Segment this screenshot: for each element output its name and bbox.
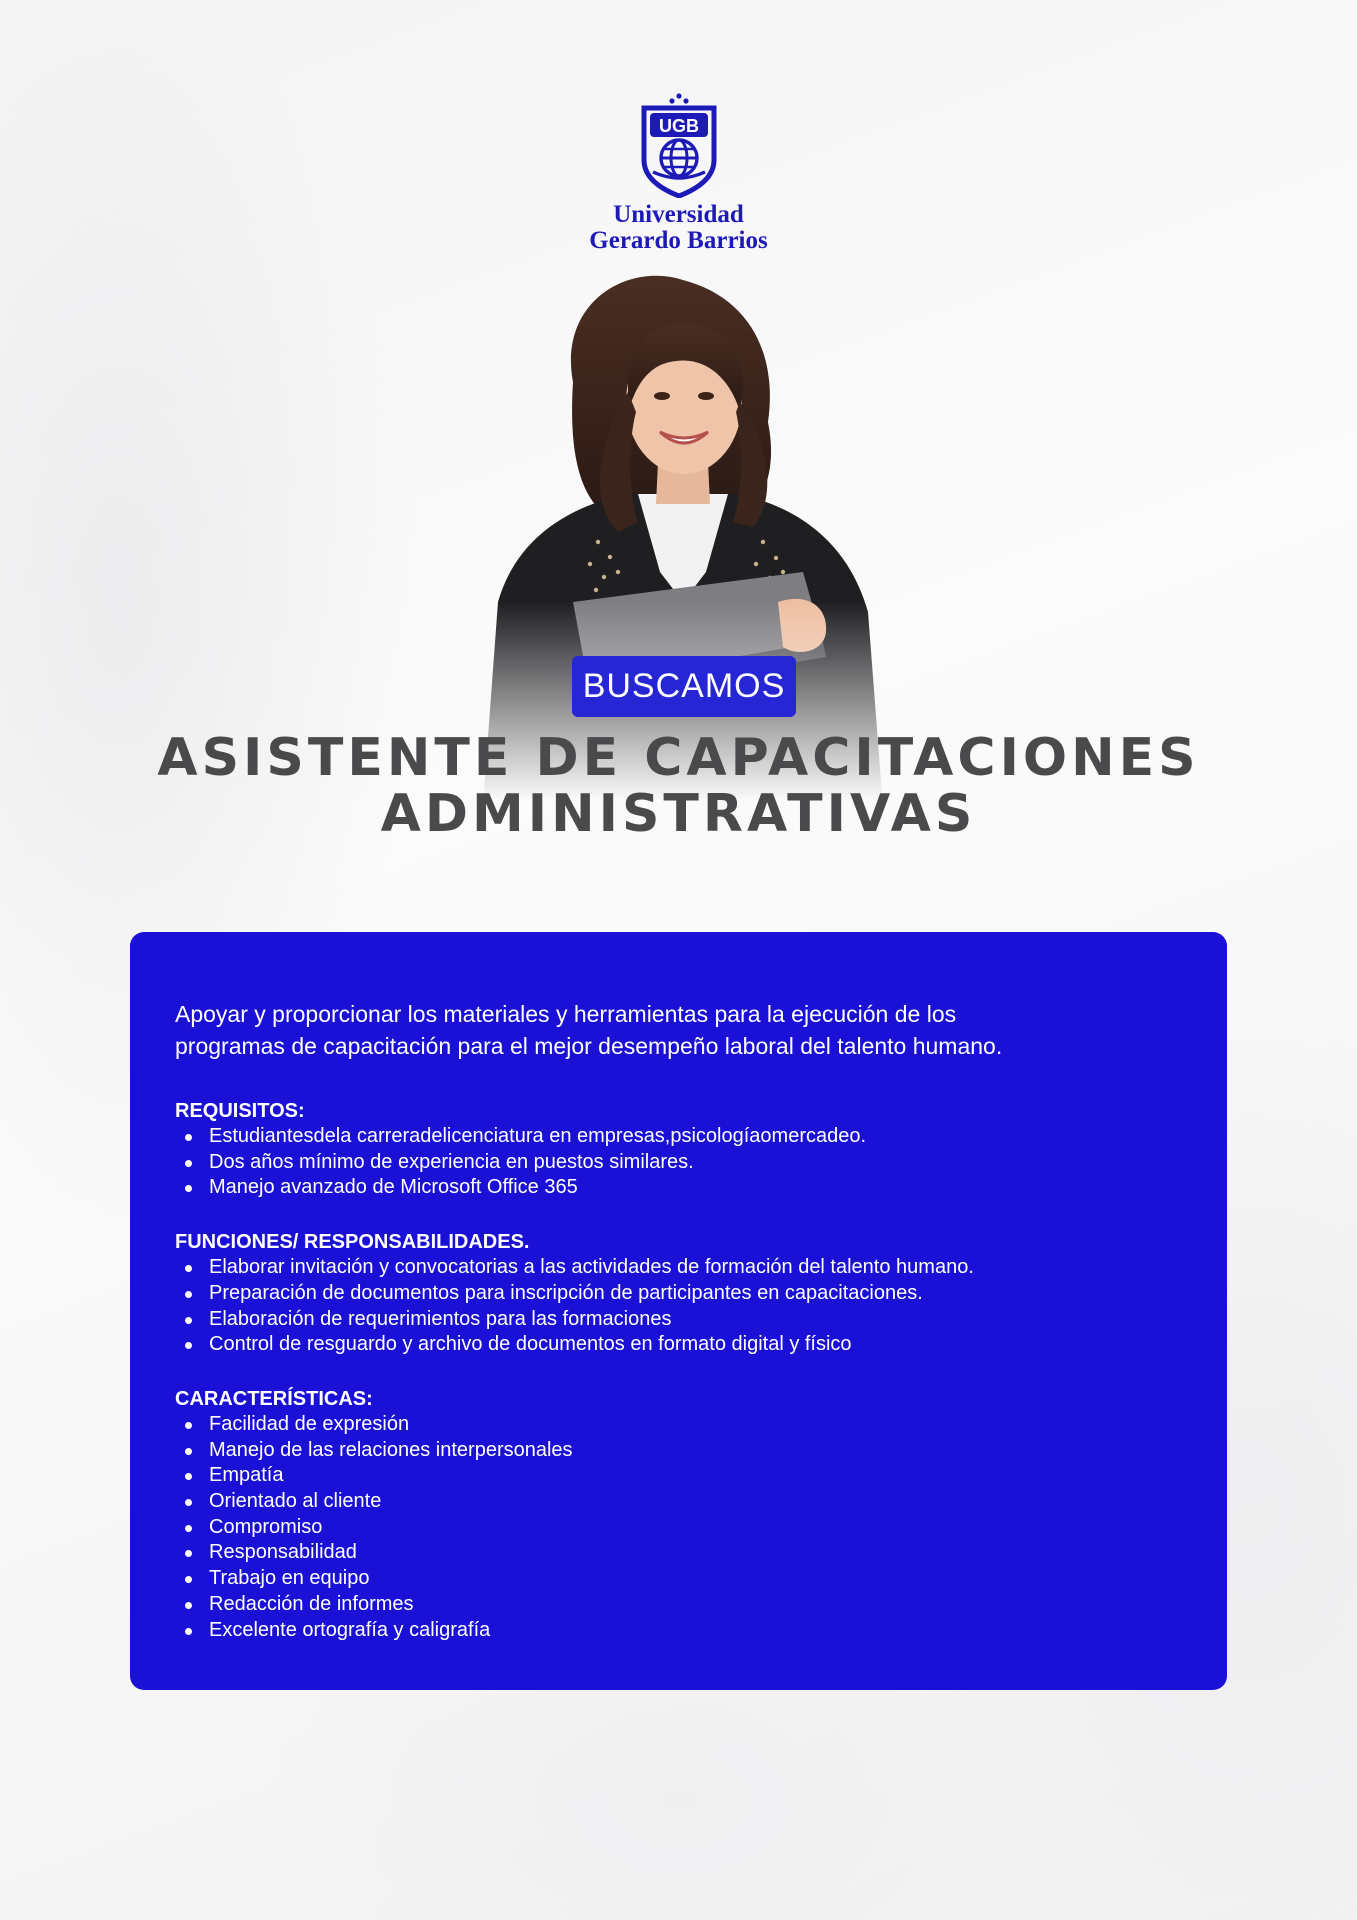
job-title-line1: ASISTENTE DE CAPACITACIONES [157,728,1200,788]
list-item-text: Control de resguardo y archivo de documentos en formato digital y físico [209,1333,852,1356]
bullet-icon [185,1160,192,1167]
list-item [175,1307,1183,1333]
list-item [175,1332,1183,1358]
list-item-text: Preparación de documentos para inscripción de participantes en capacitaciones. [209,1281,923,1304]
list-item [175,1489,1183,1515]
bullet-icon [185,1473,192,1480]
list-item-text: Compromiso [209,1515,323,1538]
list-item [175,1281,1183,1307]
list-item [175,1463,1183,1489]
list-item-text: Facilidad de expresión [209,1412,410,1435]
characteristics-heading: CARACTERÍSTICAS: [175,1387,373,1410]
bullet-icon [185,1525,192,1532]
list-item-text: Dos años mínimo de experiencia en puestos similares. [209,1150,694,1173]
list-item-text: Manejo avanzado de Microsoft Office 365 [209,1176,578,1199]
list-item-text: Trabajo en equipo [209,1567,370,1590]
list-item [175,1412,1183,1438]
job-details-card [130,932,1227,1690]
bullet-icon [185,1576,192,1583]
list-item-text: Empatía [209,1464,284,1487]
bullet-icon [185,1134,192,1141]
requirements-list [175,1124,1183,1201]
shield-globe-icon [639,92,719,198]
responsibilities-list [175,1255,1183,1358]
bullet-icon [185,1265,192,1272]
job-title [0,730,1357,842]
logo-acronym: UGB [658,116,699,136]
list-item [175,1515,1183,1541]
bullet-icon [185,1602,192,1609]
university-name [0,202,1357,254]
requirements-heading: REQUISITOS: [175,1100,305,1122]
bullet-icon [185,1628,192,1635]
list-item [175,1150,1183,1176]
list-item-text: Orientado al cliente [209,1490,382,1513]
bullet-icon [185,1185,192,1192]
buscamos-badge: BUSCAMOS [572,656,796,717]
job-summary-line1: Apoyar y proporcionar los materiales y herramientas para la ejecución de los [175,1001,957,1027]
bullet-icon [185,1342,192,1349]
university-name-line1: Universidad [613,201,744,228]
job-summary-line2: programas de capacitación para el mejor desempeño laboral del talento humano. [175,1033,1003,1059]
bullet-icon [185,1499,192,1506]
bullet-icon [185,1448,192,1455]
list-item-text: Excelente ortografía y caligrafía [209,1618,491,1641]
list-item-text: Estudiantesdela carreradelicenciatura en empresas,psicologíaomercadeo. [209,1125,867,1147]
list-item [175,1540,1183,1566]
university-name-line2: Gerardo Barrios [589,227,768,254]
bullet-icon [185,1550,192,1557]
characteristics-list [175,1412,1183,1643]
university-logo [0,92,1357,254]
list-item [175,1124,1183,1150]
list-item-text: Elaboración de requerimientos para las formaciones [209,1307,672,1330]
list-item [175,1438,1183,1464]
list-item-text: Manejo de las relaciones interpersonales [209,1438,573,1461]
responsibilities-heading: FUNCIONES/ RESPONSABILIDADES. [175,1231,530,1254]
list-item [175,1175,1183,1201]
job-title-line2: ADMINISTRATIVAS [380,784,977,844]
list-item [175,1255,1183,1281]
list-item-text: Elaborar invitación y convocatorias a las actividades de formación del talento humano. [209,1256,974,1279]
bullet-icon [185,1291,192,1298]
list-item-text: Responsabilidad [209,1541,357,1564]
bullet-icon [185,1317,192,1324]
job-summary [175,998,1183,1062]
list-item [175,1618,1183,1644]
bullet-icon [185,1422,192,1429]
list-item [175,1592,1183,1618]
list-item-text: Redacción de informes [209,1592,414,1615]
list-item [175,1566,1183,1592]
